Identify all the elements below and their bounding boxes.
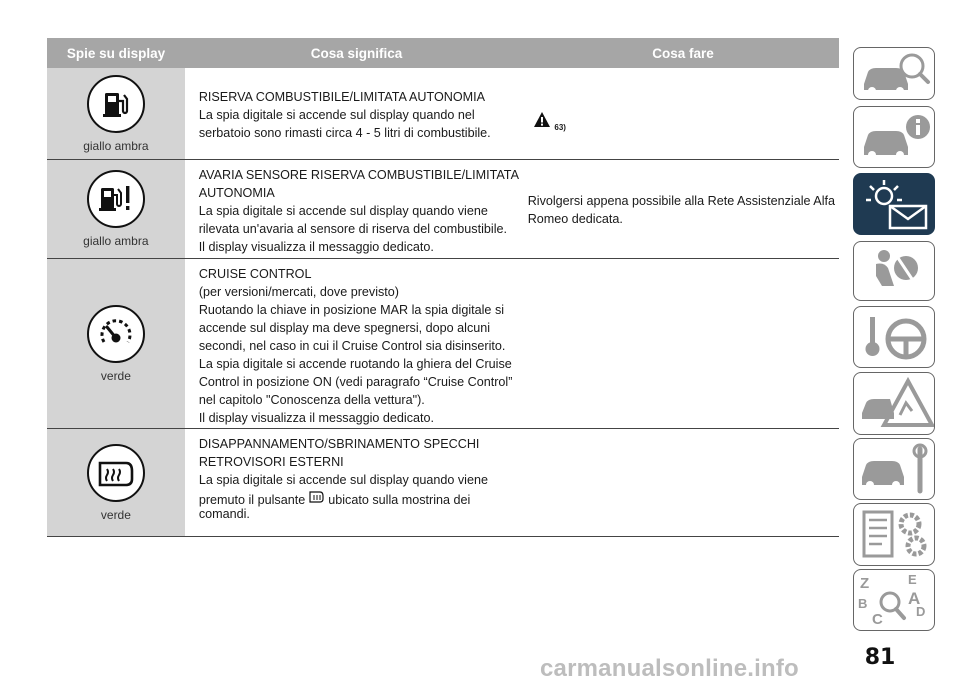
fuel-sensor-failure-icon xyxy=(87,170,145,228)
action-cell xyxy=(519,259,839,428)
action-cell xyxy=(520,160,839,258)
mirror-defrost-icon xyxy=(87,444,145,502)
car-crash-warning-icon xyxy=(854,373,935,435)
svg-text:D: D xyxy=(916,604,926,619)
meaning-line: (per versioni/mercati, dove previsto) xyxy=(198,285,399,299)
action-line: Romeo dedicata. xyxy=(527,212,623,226)
meaning-line xyxy=(199,493,516,507)
action-cell xyxy=(519,68,839,159)
header-display-lights: Spie su display xyxy=(66,45,166,61)
meaning-line: accende sul display ma deve spegnersi, dopo alcuni xyxy=(198,321,491,335)
svg-text:E: E xyxy=(908,572,917,587)
meaning-line: Control in posizione ON (vedi paragrafo “Cruise Control” xyxy=(198,375,513,389)
tab-warning-lights[interactable] xyxy=(853,173,935,235)
light-color-caption: giallo ambra xyxy=(83,234,149,248)
table-row xyxy=(47,160,839,259)
svg-text:Z: Z xyxy=(860,575,870,592)
table-row xyxy=(47,259,839,429)
meaning-line: RISERVA COMBUSTIBILE/LIMITATA AUTONOMIA xyxy=(198,90,486,104)
warning-lights-table xyxy=(47,38,839,537)
meaning-line: nel capitolo "Conoscenza della vettura"). xyxy=(198,393,425,407)
light-color-caption: giallo ambra xyxy=(83,138,149,153)
page-number: 81 xyxy=(864,645,896,670)
icon-cell xyxy=(47,160,185,258)
car-info-icon xyxy=(854,107,935,168)
watermark: carmanualsonline.info xyxy=(540,655,799,682)
meaning-text: premuto il pulsante xyxy=(198,493,306,507)
mirror-defrost-button-icon xyxy=(309,490,325,503)
tab-car-search[interactable] xyxy=(853,47,935,100)
warning-light-icon xyxy=(854,174,935,235)
meaning-line: AUTONOMIA xyxy=(198,186,275,200)
table-header xyxy=(47,38,839,68)
tab-index[interactable] xyxy=(853,569,935,631)
meaning-line: rilevata un'avaria al sensore di riserva del combustibile. xyxy=(198,222,507,236)
svg-text:A: A xyxy=(908,589,921,608)
alphabet-index-icon xyxy=(854,570,935,631)
meaning-line: DISAPPANNAMENTO/SBRINAMENTO SPECCHI xyxy=(198,437,480,451)
fuel-pump-icon xyxy=(87,75,145,133)
tab-technical-data[interactable] xyxy=(853,503,935,566)
car-search-icon xyxy=(854,48,935,100)
meaning-line: La spia digitale si accende sul display quando nel xyxy=(198,108,475,122)
warning-triangle-icon xyxy=(533,111,551,128)
light-color-caption: verde xyxy=(100,507,131,522)
table-row xyxy=(47,68,839,160)
action-cell xyxy=(519,429,839,536)
meaning-cell xyxy=(185,160,520,258)
meaning-line: La spia digitale si accende ruotando la ghiera del Cruise xyxy=(198,357,512,371)
meaning-line: AVARIA SENSORE RISERVA COMBUSTIBILE/LIMITATA xyxy=(198,168,519,182)
cruise-control-icon xyxy=(87,305,145,363)
tab-maintenance[interactable] xyxy=(853,438,935,500)
header-action: Cosa fare xyxy=(652,45,714,61)
steering-wheel-key-icon xyxy=(854,307,935,368)
meaning-line: Ruotando la chiave in posizione MAR la spia digitale si xyxy=(198,303,505,317)
meaning-line: La spia digitale si accende sul display quando viene xyxy=(198,473,488,487)
action-line: Rivolgersi appena possibile alla Rete Assistenziale Alfa xyxy=(527,194,836,208)
meaning-cell xyxy=(185,429,520,536)
meaning-cell xyxy=(185,259,520,428)
meaning-line: secondi, nel caso in cui il Cruise Control sia disinserito. xyxy=(198,339,506,353)
meaning-text: ubicato sulla mostrina dei xyxy=(328,493,471,507)
meaning-line: CRUISE CONTROL xyxy=(198,267,312,281)
warning-reference-number: 63) xyxy=(554,123,566,132)
tab-car-info[interactable] xyxy=(853,106,935,168)
meaning-line: RETROVISORI ESTERNI xyxy=(198,455,344,469)
meaning-line: Il display visualizza il messaggio dedicato. xyxy=(198,240,434,254)
airbag-person-icon xyxy=(854,242,935,301)
icon-cell xyxy=(47,259,185,428)
tab-safety[interactable] xyxy=(853,241,935,301)
light-color-caption: verde xyxy=(100,368,131,383)
meaning-line: serbatoio sono rimasti circa 4 - 5 litri di combustibile. xyxy=(198,126,491,140)
meaning-cell xyxy=(185,68,520,159)
header-meaning: Cosa significa xyxy=(310,45,403,61)
car-wrench-icon xyxy=(854,439,935,500)
meaning-line: La spia digitale si accende sul display quando viene xyxy=(198,204,488,218)
tab-starting-driving[interactable] xyxy=(853,306,935,368)
table-row xyxy=(47,429,839,537)
warning-reference[interactable] xyxy=(533,111,839,137)
svg-text:C: C xyxy=(872,611,883,628)
svg-text:B: B xyxy=(858,596,868,611)
meaning-line: comandi. xyxy=(198,507,250,521)
meaning-line: Il display visualizza il messaggio dedicato. xyxy=(198,411,435,425)
icon-cell xyxy=(47,429,185,536)
tab-emergency[interactable] xyxy=(853,372,935,435)
document-gears-icon xyxy=(854,504,935,566)
icon-cell xyxy=(47,68,185,159)
